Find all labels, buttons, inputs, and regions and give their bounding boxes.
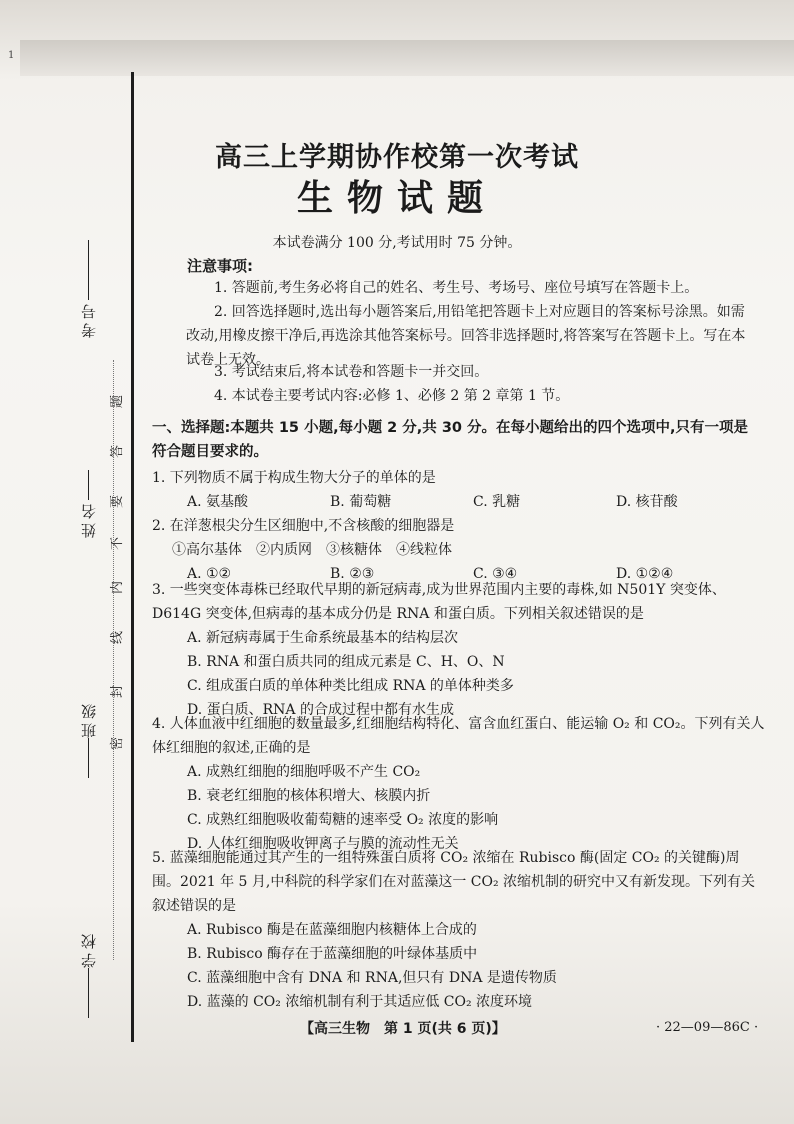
class-underline bbox=[88, 738, 89, 778]
school-field[interactable] bbox=[78, 930, 99, 1018]
notes-title: 注意事项: bbox=[187, 257, 253, 275]
option-d[interactable]: D. 蓝藻的 CO₂ 浓缩机制有利于其适应低 CO₂ 浓度环境 bbox=[187, 994, 533, 1010]
question-stem: 4. 人体血液中红细胞的数量最多,红细胞结构特化、富含血红蛋白、能运输 O₂ 和 CO₂。下列有关人体红细胞的叙述,正确的是 bbox=[152, 716, 765, 756]
question-2 bbox=[152, 514, 767, 586]
school-label: 学校 bbox=[80, 930, 98, 968]
option-c[interactable]: C. 成熟红细胞吸收葡萄糖的速率受 O₂ 浓度的影响 bbox=[187, 812, 499, 828]
exam-info: 本试卷满分 100 分,考试用时 75 分钟。 bbox=[272, 235, 522, 251]
subject-title: 生物试题 bbox=[296, 178, 497, 219]
option-b[interactable]: B. ②③ bbox=[330, 566, 375, 582]
note-item: 2. 回答选择题时,选出每小题答案后,用铅笔把答题卡上对应题目的答案标号涂黑。如需改动,用橡皮擦干净后,再选涂其他答案标号。回答非选择题时,将答案写在答题卡上。写在本试卷上无效。 bbox=[186, 304, 746, 368]
question-sub-items: ①高尔基体 ②内质网 ③核糖体 ④线粒体 bbox=[172, 542, 452, 558]
school-underline bbox=[88, 968, 89, 1018]
seal-char: 不 bbox=[110, 536, 126, 551]
option-d[interactable]: D. 人体红细胞吸收钾离子与膜的流动性无关 bbox=[187, 836, 459, 852]
option-d[interactable]: D. 核苷酸 bbox=[616, 494, 678, 510]
option-d[interactable]: D. ①②④ bbox=[616, 566, 674, 582]
question-4 bbox=[152, 712, 767, 856]
question-1 bbox=[152, 466, 767, 514]
name-label: 姓名 bbox=[80, 500, 98, 538]
option-b[interactable]: B. 衰老红细胞的核体积增大、核膜内折 bbox=[187, 788, 431, 804]
class-label: 班级 bbox=[80, 700, 98, 738]
seal-char: 要 bbox=[110, 494, 126, 509]
name-underline bbox=[88, 470, 89, 500]
seal-char: 内 bbox=[110, 580, 126, 595]
option-c[interactable]: C. 蓝藻细胞中含有 DNA 和 RNA,但只有 DNA 是遗传物质 bbox=[187, 970, 557, 986]
question-stem: 3. 一些突变体毒株已经取代早期的新冠病毒,成为世界范围内主要的毒株,如 N501Y 突变体、D614G 突变体,但病毒的基本成分仍是 RNA 和蛋白质。下列相关叙述错误的是 bbox=[152, 582, 726, 622]
option-b[interactable]: B. RNA 和蛋白质共同的组成元素是 C、H、O、N bbox=[187, 654, 505, 670]
section-heading: 一、选择题:本题共 15 小题,每小题 2 分,共 30 分。在每小题给出的四个选项中,只有一项是符合题目要求的。 bbox=[152, 420, 749, 460]
option-c[interactable]: C. ③④ bbox=[473, 566, 518, 582]
question-stem: 1. 下列物质不属于构成生物大分子的单体的是 bbox=[152, 470, 436, 486]
option-c[interactable]: C. 组成蛋白质的单体种类比组成 RNA 的单体种类多 bbox=[187, 678, 514, 694]
question-stem: 2. 在洋葱根尖分生区细胞中,不含核酸的细胞器是 bbox=[152, 518, 455, 534]
option-a[interactable]: A. 成熟红细胞的细胞呼吸不产生 CO₂ bbox=[187, 764, 421, 780]
seal-char: 线 bbox=[110, 630, 126, 645]
note-item: 3. 考试结束后,将本试卷和答题卡一并交回。 bbox=[214, 364, 489, 380]
option-c[interactable]: C. 乳糖 bbox=[473, 494, 521, 510]
option-d[interactable]: D. 蛋白质、RNA 的合成过程中都有水生成 bbox=[187, 702, 454, 718]
seal-char: 密 bbox=[110, 736, 126, 751]
question-stem: 5. 蓝藻细胞能通过其产生的一组特殊蛋白质将 CO₂ 浓缩在 Rubisco 酶(固定 CO₂ 的关键酶)周围。2021 年 5 月,中科院的科学家们在对蓝藻这一 CO₂ 浓缩机制的研究中又有新发现。下列有关叙述错误的是 bbox=[152, 850, 756, 914]
page-footer: 【高三生物 第 1 页(共 6 页)】 bbox=[300, 1021, 506, 1037]
option-b[interactable]: B. Rubisco 酶存在于蓝藻细胞的叶绿体基质中 bbox=[187, 946, 478, 962]
paper-code: · 22—09—86C · bbox=[656, 1020, 759, 1035]
seal-char: 答 bbox=[110, 444, 126, 459]
option-b[interactable]: B. 葡萄糖 bbox=[330, 494, 392, 510]
note-item: 1. 答题前,考生务必将自己的姓名、考生号、考场号、座位号填写在答题卡上。 bbox=[214, 280, 699, 296]
option-row bbox=[152, 490, 767, 514]
seal-char: 题 bbox=[110, 394, 126, 409]
class-field[interactable] bbox=[78, 700, 99, 778]
exam-no-label: 考号 bbox=[80, 300, 98, 338]
option-a[interactable]: A. Rubisco 酶是在蓝藻细胞内核糖体上合成的 bbox=[187, 922, 477, 938]
question-3 bbox=[152, 578, 767, 722]
option-a[interactable]: A. 新冠病毒属于生命系统最基本的结构层次 bbox=[187, 630, 459, 646]
question-5 bbox=[152, 846, 767, 1014]
exam-no-field[interactable] bbox=[78, 240, 99, 338]
option-a[interactable]: A. 氨基酸 bbox=[187, 494, 249, 510]
note-item: 4. 本试卷主要考试内容:必修 1、必修 2 第 2 章第 1 节。 bbox=[214, 388, 570, 404]
name-field[interactable] bbox=[78, 470, 99, 538]
scan-shadow bbox=[20, 40, 794, 76]
margin-mark: 1 bbox=[8, 50, 15, 61]
option-a[interactable]: A. ①② bbox=[187, 566, 232, 582]
exam-title: 高三上学期协作校第一次考试 bbox=[215, 142, 579, 173]
seal-char: 封 bbox=[110, 684, 126, 699]
